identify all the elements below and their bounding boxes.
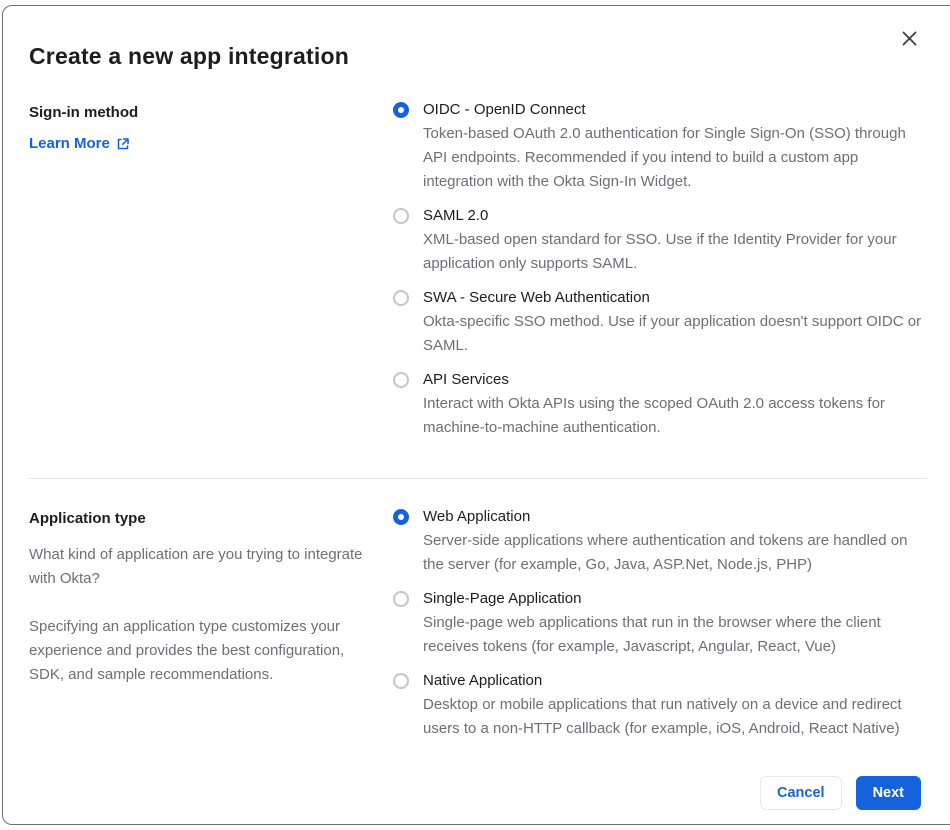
apptype-option-spa[interactable] [393,587,929,659]
signin-option-saml[interactable] [393,204,929,276]
radio-button[interactable] [393,208,409,224]
option-label: API Services [423,371,509,388]
option-label: Single-Page Application [423,590,582,607]
application-type-help-text: Specifying an application type customizes your experience and provides the best configuration, SDK, and sample recommendations. [29,618,345,683]
dialog-footer [760,776,921,810]
close-icon [902,31,917,46]
application-type-section-header [29,507,374,687]
signin-option-oidc[interactable] [393,98,929,194]
learn-more-link[interactable] [29,135,130,152]
option-description: XML-based open standard for SSO. Use if the Identity Provider for your application only supports SAML. [423,231,897,272]
signin-method-label: Sign-in method [29,104,139,121]
application-type-label: Application type [29,510,146,527]
option-description: Okta-specific SSO method. Use if your application doesn't support OIDC or SAML. [423,313,922,354]
apptype-option-web[interactable] [393,505,929,577]
section-divider [29,478,927,479]
external-link-icon [116,137,130,151]
option-label: Web Application [423,508,531,525]
dialog-title: Create a new app integration [29,43,349,69]
radio-button[interactable] [393,102,409,118]
signin-method-section-header [29,101,374,153]
signin-option-swa[interactable] [393,286,929,358]
option-description: Server-side applications where authentication and tokens are handled on the server (for example, Go, Java, ASP.Net, Node.js, PHP) [423,532,908,573]
close-button[interactable] [897,26,921,50]
radio-button[interactable] [393,509,409,525]
cancel-button[interactable]: Cancel [760,776,842,810]
application-type-question: What kind of application are you trying to integrate with Okta? [29,546,363,587]
option-description: Token-based OAuth 2.0 authentication for Single Sign-On (SSO) through API endpoints. Recommended if you intend to build a custom app integration with the Okta Sign-In Widget. [423,125,906,190]
radio-button[interactable] [393,591,409,607]
next-button[interactable]: Next [856,776,921,810]
radio-button[interactable] [393,673,409,689]
signin-method-options [393,98,929,450]
option-label: Native Application [423,672,543,689]
radio-button[interactable] [393,290,409,306]
option-description: Desktop or mobile applications that run natively on a device and redirect users to a non-HTTP callback (for example, iOS, Android, React Native) [423,696,902,737]
option-label: SWA - Secure Web Authentication [423,289,650,306]
option-description: Single-page web applications that run in the browser where the client receives tokens (for example, Javascript, Angular, React, Vue) [423,614,881,655]
option-description: Interact with Okta APIs using the scoped OAuth 2.0 access tokens for machine-to-machine authentication. [423,395,885,436]
learn-more-label: Learn More [29,135,110,152]
create-app-integration-dialog [2,5,950,825]
option-label: OIDC - OpenID Connect [423,101,586,118]
application-type-options [393,505,929,751]
radio-button[interactable] [393,372,409,388]
apptype-option-native[interactable] [393,669,929,741]
option-label: SAML 2.0 [423,207,489,224]
signin-option-api-services[interactable] [393,368,929,440]
